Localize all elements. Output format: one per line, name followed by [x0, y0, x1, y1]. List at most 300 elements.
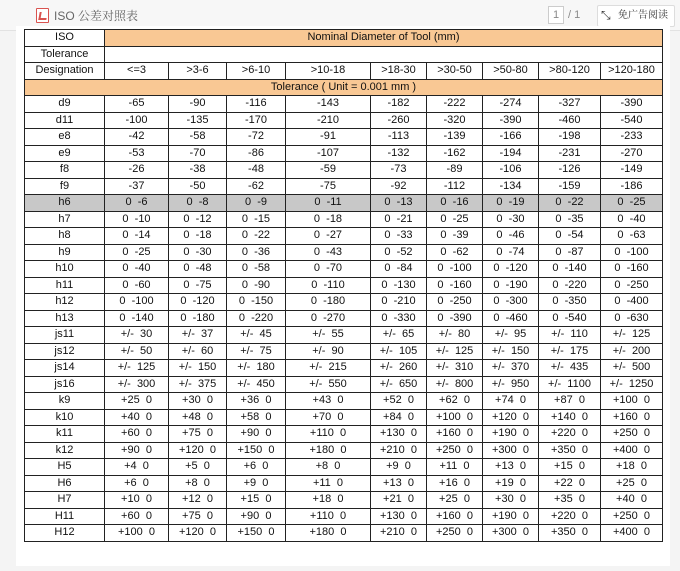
tolerance-value: -37 — [105, 178, 169, 195]
tolerance-value: -75 — [286, 178, 371, 195]
tolerance-value: -112 — [427, 178, 483, 195]
tolerance-value: +300 0 — [483, 525, 539, 542]
tolerance-grade: d11 — [25, 112, 105, 129]
tolerance-value: -65 — [105, 96, 169, 113]
tolerance-value: 0 -19 — [483, 195, 539, 212]
tolerance-grade: h7 — [25, 211, 105, 228]
tolerance-value: +100 0 — [105, 525, 169, 542]
tolerance-grade: d9 — [25, 96, 105, 113]
tolerance-value: +160 0 — [427, 426, 483, 443]
tolerance-value: -92 — [371, 178, 427, 195]
tolerance-value: 0 -180 — [169, 310, 227, 327]
tolerance-value: +22 0 — [539, 475, 601, 492]
tolerance-value: -89 — [427, 162, 483, 179]
tolerance-value: 0 -250 — [427, 294, 483, 311]
tolerance-value: 0 -58 — [227, 261, 286, 278]
tolerance-value: -198 — [539, 129, 601, 146]
tolerance-value: -186 — [601, 178, 663, 195]
tolerance-value: 0 -90 — [227, 277, 286, 294]
tolerance-value: +21 0 — [371, 492, 427, 509]
tolerance-value: +25 0 — [427, 492, 483, 509]
tolerance-value: -134 — [483, 178, 539, 195]
tolerance-value: +/- 215 — [286, 360, 371, 377]
tolerance-value: -162 — [427, 145, 483, 162]
tolerance-value: -91 — [286, 129, 371, 146]
table-row — [25, 294, 663, 311]
tolerance-value: -222 — [427, 96, 483, 113]
tolerance-value: +/- 110 — [539, 327, 601, 344]
tolerance-value: +11 0 — [427, 459, 483, 476]
tolerance-value: 0 -250 — [601, 277, 663, 294]
unit-row: Tolerance ( Unit = 0.001 mm ) — [25, 79, 663, 96]
tolerance-value: +/- 180 — [227, 360, 286, 377]
tolerance-value: -231 — [539, 145, 601, 162]
tolerance-value: +400 0 — [601, 525, 663, 542]
tolerance-value: 0 -18 — [169, 228, 227, 245]
tolerance-grade: H7 — [25, 492, 105, 509]
tolerance-grade: k10 — [25, 409, 105, 426]
tolerance-value: -139 — [427, 129, 483, 146]
tolerance-value: +84 0 — [371, 409, 427, 426]
tolerance-value: -143 — [286, 96, 371, 113]
tolerance-value: +/- 95 — [483, 327, 539, 344]
tolerance-grade: h10 — [25, 261, 105, 278]
tolerance-value: +220 0 — [539, 508, 601, 525]
ad-free-button[interactable] — [597, 5, 675, 27]
tolerance-value: 0 -63 — [601, 228, 663, 245]
tolerance-value: +70 0 — [286, 409, 371, 426]
tolerance-value: +/- 300 — [105, 376, 169, 393]
tolerance-value: +/- 450 — [227, 376, 286, 393]
tolerance-grade: k12 — [25, 442, 105, 459]
range-header: <=3 — [105, 63, 169, 80]
tolerance-grade: js11 — [25, 327, 105, 344]
tolerance-grade: H11 — [25, 508, 105, 525]
range-header: >30-50 — [427, 63, 483, 80]
tolerance-value: +100 0 — [427, 409, 483, 426]
tolerance-value: +400 0 — [601, 442, 663, 459]
range-header: >3-6 — [169, 63, 227, 80]
tolerance-value: 0 -350 — [539, 294, 601, 311]
tolerance-value: +210 0 — [371, 525, 427, 542]
page-number-input[interactable]: 1 — [548, 6, 564, 24]
tolerance-value: 0 -33 — [371, 228, 427, 245]
tolerance-value: +130 0 — [371, 508, 427, 525]
tolerance-value: +300 0 — [483, 442, 539, 459]
tolerance-value: +16 0 — [427, 475, 483, 492]
tolerance-value: +15 0 — [539, 459, 601, 476]
tolerance-value: 0 -160 — [427, 277, 483, 294]
tolerance-value: -320 — [427, 112, 483, 129]
table-row — [25, 277, 663, 294]
tolerance-value: +8 0 — [169, 475, 227, 492]
tolerance-value: 0 -10 — [105, 211, 169, 228]
tolerance-grade: js16 — [25, 376, 105, 393]
tolerance-value: +/- 950 — [483, 376, 539, 393]
tolerance-value: +/- 370 — [483, 360, 539, 377]
tolerance-value: +40 0 — [601, 492, 663, 509]
table-row — [25, 492, 663, 509]
tolerance-value: -73 — [371, 162, 427, 179]
tolerance-value: +110 0 — [286, 508, 371, 525]
tolerance-grade: H12 — [25, 525, 105, 542]
tolerance-grade: js12 — [25, 343, 105, 360]
tolerance-value: 0 -84 — [371, 261, 427, 278]
tolerance-value: +250 0 — [601, 508, 663, 525]
tolerance-value: +62 0 — [427, 393, 483, 410]
tolerance-value: +250 0 — [427, 525, 483, 542]
tolerance-grade: h11 — [25, 277, 105, 294]
tolerance-value: 0 -110 — [286, 277, 371, 294]
table-row — [25, 508, 663, 525]
tolerance-value: +/- 150 — [169, 360, 227, 377]
table-row — [25, 409, 663, 426]
tolerance-value: +90 0 — [105, 442, 169, 459]
tolerance-value: +90 0 — [227, 508, 286, 525]
header-spacer — [105, 46, 663, 63]
tolerance-value: +350 0 — [539, 525, 601, 542]
tolerance-value: +60 0 — [105, 508, 169, 525]
tolerance-value: -50 — [169, 178, 227, 195]
tolerance-value: +220 0 — [539, 426, 601, 443]
tolerance-value: +6 0 — [227, 459, 286, 476]
tolerance-value: +15 0 — [227, 492, 286, 509]
tolerance-value: +/- 1250 — [601, 376, 663, 393]
table-row — [25, 376, 663, 393]
tolerance-value: +/- 800 — [427, 376, 483, 393]
tolerance-value: +74 0 — [483, 393, 539, 410]
tolerance-value: 0 -330 — [371, 310, 427, 327]
tolerance-value: +90 0 — [227, 426, 286, 443]
tolerance-grade: H6 — [25, 475, 105, 492]
tolerance-grade: h12 — [25, 294, 105, 311]
table-row — [25, 112, 663, 129]
tolerance-value: -132 — [371, 145, 427, 162]
tolerance-value: -116 — [227, 96, 286, 113]
tolerance-value: 0 -74 — [483, 244, 539, 261]
tolerance-value: -390 — [601, 96, 663, 113]
tolerance-value: 0 -140 — [105, 310, 169, 327]
tolerance-value: +/- 90 — [286, 343, 371, 360]
tolerance-value: 0 -190 — [483, 277, 539, 294]
table-row — [25, 310, 663, 327]
table-row — [25, 162, 663, 179]
tolerance-value: -126 — [539, 162, 601, 179]
table-row — [25, 360, 663, 377]
tolerance-value: 0 -630 — [601, 310, 663, 327]
tolerance-value: 0 -52 — [371, 244, 427, 261]
tolerance-value: -100 — [105, 112, 169, 129]
tolerance-value: 0 -48 — [169, 261, 227, 278]
tolerance-value: -170 — [227, 112, 286, 129]
tolerance-value: 0 -13 — [371, 195, 427, 212]
tolerance-value: 0 -25 — [105, 244, 169, 261]
tolerance-value: +36 0 — [227, 393, 286, 410]
tolerance-value: +150 0 — [227, 442, 286, 459]
table-row — [25, 475, 663, 492]
tolerance-value: 0 -75 — [169, 277, 227, 294]
tolerance-value: +13 0 — [371, 475, 427, 492]
tolerance-value: 0 -270 — [286, 310, 371, 327]
tolerance-value: +100 0 — [601, 393, 663, 410]
tolerance-value: -182 — [371, 96, 427, 113]
tolerance-value: +87 0 — [539, 393, 601, 410]
tolerance-grade: e8 — [25, 129, 105, 146]
tolerance-value: -135 — [169, 112, 227, 129]
tolerance-value: +/- 375 — [169, 376, 227, 393]
table-row — [25, 261, 663, 278]
tolerance-value: -460 — [539, 112, 601, 129]
tolerance-value: +150 0 — [227, 525, 286, 542]
range-header: >120-180 — [601, 63, 663, 80]
table-row — [25, 343, 663, 360]
tolerance-value: +9 0 — [227, 475, 286, 492]
tolerance-value: +180 0 — [286, 442, 371, 459]
pdf-file-icon — [36, 8, 49, 23]
tolerance-value: +25 0 — [601, 475, 663, 492]
tolerance-value: 0 -150 — [227, 294, 286, 311]
tolerance-grade: h8 — [25, 228, 105, 245]
tolerance-value: 0 -120 — [169, 294, 227, 311]
header-nominal-diameter: Nominal Diameter of Tool (mm) — [105, 30, 663, 47]
tolerance-value: +/- 105 — [371, 343, 427, 360]
table-row — [25, 393, 663, 410]
tolerance-value: +48 0 — [169, 409, 227, 426]
tolerance-value: +130 0 — [371, 426, 427, 443]
tolerance-value: +11 0 — [286, 475, 371, 492]
tolerance-value: 0 -25 — [427, 211, 483, 228]
tolerance-grade: H5 — [25, 459, 105, 476]
tolerance-value: +/- 125 — [105, 360, 169, 377]
tolerance-value: 0 -46 — [483, 228, 539, 245]
tolerance-value: +75 0 — [169, 508, 227, 525]
tolerance-value: 0 -100 — [105, 294, 169, 311]
tolerance-value: +75 0 — [169, 426, 227, 443]
table-row — [25, 525, 663, 542]
tolerance-value: 0 -16 — [427, 195, 483, 212]
tolerance-value: 0 -100 — [601, 244, 663, 261]
tolerance-value: -86 — [227, 145, 286, 162]
range-header: >50-80 — [483, 63, 539, 80]
tolerance-value: 0 -39 — [427, 228, 483, 245]
tolerance-value: +5 0 — [169, 459, 227, 476]
tolerance-value: 0 -54 — [539, 228, 601, 245]
tolerance-value: +/- 200 — [601, 343, 663, 360]
tolerance-value: 0 -120 — [483, 261, 539, 278]
tolerance-value: +190 0 — [483, 426, 539, 443]
tolerance-value: 0 -12 — [169, 211, 227, 228]
tolerance-value: -72 — [227, 129, 286, 146]
tolerance-value: 0 -400 — [601, 294, 663, 311]
table-row — [25, 96, 663, 113]
tolerance-value: +/- 1100 — [539, 376, 601, 393]
tolerance-value: -62 — [227, 178, 286, 195]
tolerance-value: -390 — [483, 112, 539, 129]
tolerance-value: +13 0 — [483, 459, 539, 476]
tolerance-value: +/- 650 — [371, 376, 427, 393]
tolerance-value: -106 — [483, 162, 539, 179]
tolerance-value: +/- 37 — [169, 327, 227, 344]
tolerance-value: +/- 80 — [427, 327, 483, 344]
tolerance-value: +160 0 — [601, 409, 663, 426]
tolerance-value: +35 0 — [539, 492, 601, 509]
range-header: >6-10 — [227, 63, 286, 80]
tolerance-value: +/- 55 — [286, 327, 371, 344]
header-tolerance: Tolerance — [25, 46, 105, 63]
tolerance-value: +18 0 — [601, 459, 663, 476]
tolerance-value: +58 0 — [227, 409, 286, 426]
tolerance-value: +/- 125 — [601, 327, 663, 344]
tolerance-value: 0 -6 — [105, 195, 169, 212]
tolerance-value: 0 -540 — [539, 310, 601, 327]
tolerance-value: -149 — [601, 162, 663, 179]
tolerance-value: -159 — [539, 178, 601, 195]
range-header: >10-18 — [286, 63, 371, 80]
tolerance-grade: js14 — [25, 360, 105, 377]
tolerance-value: 0 -140 — [539, 261, 601, 278]
tolerance-value: 0 -14 — [105, 228, 169, 245]
tolerance-value: 0 -27 — [286, 228, 371, 245]
table-row — [25, 129, 663, 146]
tolerance-value: 0 -43 — [286, 244, 371, 261]
table-row — [25, 178, 663, 195]
tolerance-value: -53 — [105, 145, 169, 162]
tolerance-value: 0 -130 — [371, 277, 427, 294]
header-designation: Designation — [25, 63, 105, 80]
tolerance-value: +/- 260 — [371, 360, 427, 377]
tolerance-value: +/- 50 — [105, 343, 169, 360]
tolerance-value: 0 -22 — [227, 228, 286, 245]
iso-tolerance-table — [24, 29, 663, 542]
tolerance-value: -26 — [105, 162, 169, 179]
tolerance-value: +52 0 — [371, 393, 427, 410]
tolerance-value: +180 0 — [286, 525, 371, 542]
table-row — [25, 244, 663, 261]
tolerance-value: -260 — [371, 112, 427, 129]
table-row — [25, 442, 663, 459]
tolerance-grade: h9 — [25, 244, 105, 261]
tolerance-value: +160 0 — [427, 508, 483, 525]
tolerance-value: 0 -36 — [227, 244, 286, 261]
tolerance-grade: k11 — [25, 426, 105, 443]
tolerance-value: +/- 65 — [371, 327, 427, 344]
expand-icon — [602, 9, 612, 19]
tolerance-value: 0 -220 — [539, 277, 601, 294]
tolerance-value: +43 0 — [286, 393, 371, 410]
table-row — [25, 426, 663, 443]
tolerance-value: +350 0 — [539, 442, 601, 459]
tolerance-value: -540 — [601, 112, 663, 129]
tolerance-value: 0 -390 — [427, 310, 483, 327]
tolerance-value: +30 0 — [169, 393, 227, 410]
table-row — [25, 459, 663, 476]
tolerance-value: -58 — [169, 129, 227, 146]
tolerance-value: +/- 150 — [483, 343, 539, 360]
tolerance-value: 0 -11 — [286, 195, 371, 212]
tolerance-value: 0 -40 — [105, 261, 169, 278]
tolerance-value: 0 -180 — [286, 294, 371, 311]
tolerance-value: 0 -30 — [483, 211, 539, 228]
tolerance-value: 0 -60 — [105, 277, 169, 294]
tolerance-value: +/- 45 — [227, 327, 286, 344]
tolerance-value: +60 0 — [105, 426, 169, 443]
tolerance-value: 0 -22 — [539, 195, 601, 212]
table-row — [25, 327, 663, 344]
tolerance-value: -233 — [601, 129, 663, 146]
tolerance-value: +/- 60 — [169, 343, 227, 360]
tolerance-grade: h6 — [25, 195, 105, 212]
tolerance-value: +4 0 — [105, 459, 169, 476]
tolerance-value: -113 — [371, 129, 427, 146]
tolerance-value: +10 0 — [105, 492, 169, 509]
tolerance-value: +120 0 — [169, 525, 227, 542]
tolerance-value: +/- 30 — [105, 327, 169, 344]
tolerance-value: +/- 435 — [539, 360, 601, 377]
page-total: / 1 — [568, 9, 581, 21]
tolerance-value: 0 -210 — [371, 294, 427, 311]
tolerance-value: +19 0 — [483, 475, 539, 492]
tolerance-value: +250 0 — [427, 442, 483, 459]
tolerance-value: +/- 310 — [427, 360, 483, 377]
tolerance-value: +18 0 — [286, 492, 371, 509]
tolerance-value: 0 -160 — [601, 261, 663, 278]
tolerance-value: +210 0 — [371, 442, 427, 459]
tolerance-value: +120 0 — [169, 442, 227, 459]
tolerance-value: 0 -220 — [227, 310, 286, 327]
tolerance-value: -270 — [601, 145, 663, 162]
tolerance-value: -194 — [483, 145, 539, 162]
tolerance-value: +140 0 — [539, 409, 601, 426]
tolerance-value: +190 0 — [483, 508, 539, 525]
tolerance-value: +/- 125 — [427, 343, 483, 360]
range-header: >80-120 — [539, 63, 601, 80]
page-indicator — [548, 6, 580, 24]
tolerance-grade: e9 — [25, 145, 105, 162]
tolerance-value: 0 -460 — [483, 310, 539, 327]
document-title: ISO 公差对照表 — [54, 9, 139, 23]
tolerance-value: +25 0 — [105, 393, 169, 410]
document-page — [16, 26, 670, 566]
tolerance-value: 0 -40 — [601, 211, 663, 228]
tolerance-value: -70 — [169, 145, 227, 162]
tolerance-value: 0 -30 — [169, 244, 227, 261]
tolerance-value: 0 -35 — [539, 211, 601, 228]
tolerance-value: 0 -87 — [539, 244, 601, 261]
tolerance-value: -59 — [286, 162, 371, 179]
tolerance-value: -210 — [286, 112, 371, 129]
header-iso: ISO — [25, 30, 105, 47]
tolerance-value: -327 — [539, 96, 601, 113]
tolerance-value: -90 — [169, 96, 227, 113]
tolerance-value: 0 -15 — [227, 211, 286, 228]
table-row — [25, 195, 663, 212]
tolerance-value: +/- 550 — [286, 376, 371, 393]
tolerance-value: 0 -21 — [371, 211, 427, 228]
tolerance-value: +110 0 — [286, 426, 371, 443]
tolerance-value: +250 0 — [601, 426, 663, 443]
tolerance-value: +9 0 — [371, 459, 427, 476]
tolerance-value: 0 -100 — [427, 261, 483, 278]
tolerance-value: +/- 500 — [601, 360, 663, 377]
tolerance-value: 0 -25 — [601, 195, 663, 212]
tolerance-value: +/- 175 — [539, 343, 601, 360]
tolerance-value: 0 -300 — [483, 294, 539, 311]
tolerance-value: 0 -8 — [169, 195, 227, 212]
tolerance-value: -38 — [169, 162, 227, 179]
tolerance-value: -107 — [286, 145, 371, 162]
tolerance-value: 0 -62 — [427, 244, 483, 261]
tolerance-grade: f8 — [25, 162, 105, 179]
